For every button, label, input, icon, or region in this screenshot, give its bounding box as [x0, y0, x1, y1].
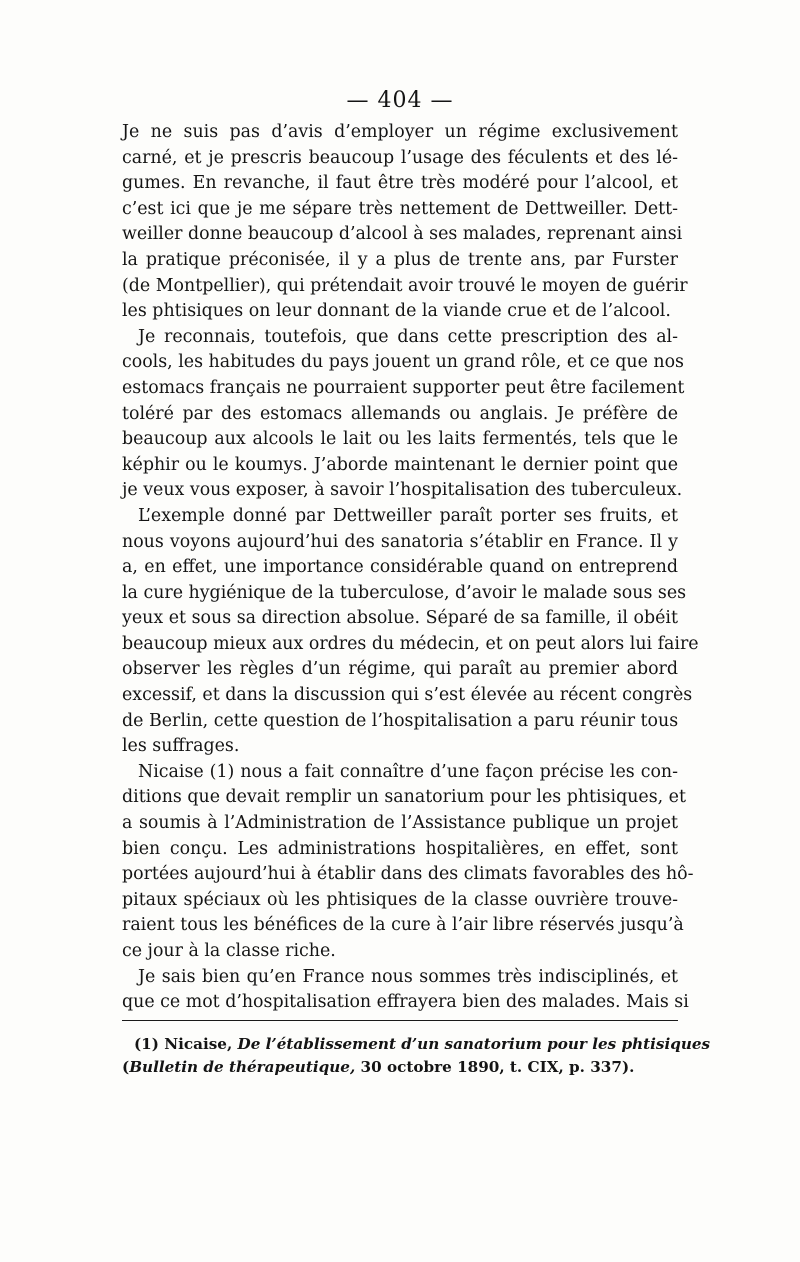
text-line: de Berlin, cette question de l’hospitalisation a paru réunir tous [122, 710, 679, 731]
text-line: que ce mot d’hospitalisation effrayera bien des malades. Mais si [122, 992, 689, 1013]
text-line: ditions que devait remplir un sanatorium pour les phtisiques, et [122, 787, 686, 808]
text-line: ce jour à la classe riche. [122, 941, 336, 961]
footnote [122, 1033, 711, 1079]
text-line: nous voyons aujourd’hui des sanatoria s’établir en France. Il y [122, 531, 678, 552]
text-line: Je ne suis pas d’avis d’employer un régime exclusivement [122, 122, 678, 142]
text-line: toléré par des estomacs allemands ou anglais. Je préfère de [122, 403, 678, 424]
footnote-journal: Bulletin de thérapeutique, [129, 1058, 356, 1076]
text-line: gumes. En revanche, il faut être très modéré pour l’alcool, et [122, 173, 678, 194]
text-line: a, en effet, une importance considérable quand on entreprend [122, 557, 678, 578]
text-line: observer les règles d’un régime, qui paraît au premier abord [122, 659, 678, 680]
footnote-open-paren: ( [122, 1058, 130, 1076]
text-line: pitaux spéciaux où les phtisiques de la classe ouvrière trouve- [122, 889, 678, 910]
footnote-marker: (1) Nicaise, [134, 1035, 233, 1053]
text-line: cools, les habitudes du pays jouent un grand rôle, et ce que nos [122, 352, 684, 373]
text-line: estomacs français ne pourraient supporter peut être facilement [122, 377, 685, 398]
text-line: Je sais bien qu’en France nous sommes très indisciplinés, et [138, 966, 678, 987]
text-line: weiller donne beaucoup d’alcool à ses malades, reprenant ainsi [122, 224, 683, 245]
text-line: la cure hygiénique de la tuberculose, d’avoir le malade sous ses [122, 582, 687, 603]
text-line: beaucoup aux alcools le lait ou les laits fermentés, tels que le [122, 429, 678, 450]
body-text [122, 120, 699, 1016]
footnote-work-title: De l’établissement d’un sanatorium pour les phtisiques [237, 1035, 711, 1053]
footnote-line [122, 1056, 678, 1079]
footnote-line [122, 1033, 711, 1056]
text-line: excessif, et dans la discussion qui s’est élevée au récent congrès [122, 685, 693, 706]
page-number: — 404 — [346, 88, 454, 113]
footnote-citation: 30 octobre 1890, t. CIX, p. 337). [360, 1058, 635, 1076]
text-line: les suffrages. [122, 736, 240, 757]
text-line: carné, et je prescris beaucoup l’usage des féculents et des lé- [122, 147, 678, 168]
text-line: raient tous les bénéfices de la cure à l’air libre réservés jusqu’à [122, 915, 684, 936]
text-line: c’est ici que je me sépare très nettement de Dettweiller. Dett- [122, 198, 678, 219]
text-line: képhir ou le koumys. J’aborde maintenant le dernier point que [122, 454, 678, 475]
text-line: portées aujourd’hui à établir dans des climats favorables des hô- [122, 864, 694, 885]
footnote-divider [122, 1020, 678, 1021]
text-line: Je reconnais, toutefois, que dans cette prescription des al- [138, 326, 678, 347]
text-line: la pratique préconisée, il y a plus de trente ans, par Furster [122, 249, 678, 270]
text-line: les phtisiques on leur donnant de la viande crue et de l’alcool. [122, 301, 671, 322]
text-line: beaucoup mieux aux ordres du médecin, et on peut alors lui faire [122, 633, 699, 654]
text-line: a soumis à l’Administration de l’Assistance publique un projet [122, 813, 678, 834]
text-line: L’exemple donné par Dettweiller paraît porter ses fruits, et [138, 505, 678, 526]
text-line: yeux et sous sa direction absolue. Séparé de sa famille, il obéit [122, 608, 678, 629]
text-line: (de Montpellier), qui prétendait avoir trouvé le moyen de guérir [122, 275, 688, 296]
text-line: bien conçu. Les administrations hospitalières, en effet, sont [122, 838, 678, 859]
text-line: Nicaise (1) nous a fait connaître d’une façon précise les con- [138, 761, 678, 782]
text-line: je veux vous exposer, à savoir l’hospitalisation des tuberculeux. [122, 480, 683, 501]
